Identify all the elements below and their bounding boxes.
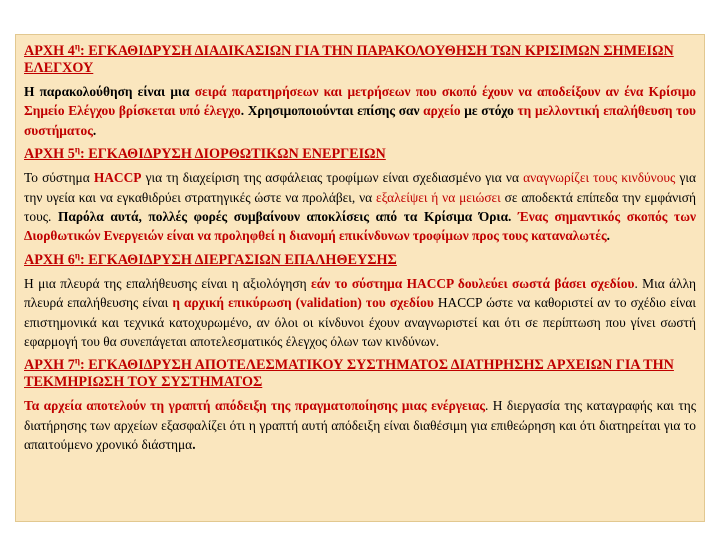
paragraph-monitoring: Η παρακολούθηση είναι μια σειρά παρατηρήσεων και μετρήσεων που σκοπό έχουν να αποδείξουν αν ένα Κρίσιμο Σημείο Ελέγχου βρίσκεται υπό έλεγχο. Χρησιμοποιούνται επίσης σαν αρχείο με στόχο τη μελλοντική επαλήθευση του συστήματος. — [24, 84, 697, 138]
paragraph-verification: Η μια πλευρά της επαλήθευσης είναι η αξιολόγηση εάν το σύστημα HACCP δουλεύει σωστά βάσει σχεδίου. Μια άλλη πλευρά επαλήθευσης είναι η αρχική επικύρωση (validation) του σχεδίου HACCP ώστε να καθοριστεί αν το σχέδιο είναι επιστημονικά και τεχνικά κατοχυρωμένο, αν όλοι οι κίνδυνοι έχουν αναγνωριστεί και ότι σε περίπτωση που γίνει σωστή εφαρμογή του θα συνεπάγεται αποτελεσματικός έλεγχος όλων των κινδύνων. — [24, 275, 696, 350]
paragraph-records: Τα αρχεία αποτελούν τη γραπτή απόδειξη της πραγματοποίησης μιας ενέργειας. Η διεργασία της καταγραφής και της διατήρησης των αρχείων εξασφαλίζει ότι η γραπτή αυτή απόδειξη είναι διαθέσιμη για επιθεώρηση και ότι διατηρείται για το απαιτούμενο χρονικό διάστημα. — [24, 398, 697, 453]
heading-principle-4: ΑΡΧΗ $4^\eta$: ΕΓΚΑΘΙΔΡΥΣΗ ΔΙΑΔΙΚΑΣΙΩΝ ΓΙΑ ΤΗΝ ΠΑΡΑΚΟΛΟΥΘΗΣΗ ΤΩΝ ΚΡΙΣΙΜΩΝ ΣΗΜΕΙΩΝ ΕΛΕΓΧΟΥ — [24, 41, 674, 76]
paragraph-corrective-actions: Το σύστημα HACCP για τη διαχείριση της ασφάλειας τροφίμων είναι σχεδιασμένο για να αναγνωρίζει τους κινδύνους για την υγεία και να εγκαθιδρύει στρατηγικές ώστε να προλάβει, να εξαλείψει ή να μειώσει σε αποδεκτά επίπεδα την εμφάνισή τους. Παρόλα αυτά, πολλές φορές συμβαίνουν αποκλίσεις από τα Κρίσιμα Όρια. Ένας σημαντικός σκοπός των Διορθωτικών Ενεργειών είναι να προληφθεί η διανομή επικίνδυνων τροφίμων προς τους καταναλωτές. — [24, 170, 696, 244]
heading-principle-7: ΑΡΧΗ $7^\eta$: ΕΓΚΑΘΙΔΡΥΣΗ ΑΠΟΤΕΛΕΣΜΑΤΙΚΟΥ ΣΥΣΤΗΜΑΤΟΣ ΔΙΑΤΗΡΗΣΗΣ ΑΡΧΕΙΩΝ ΓΙΑ ΤΗΝ ΤΕΚΜΗΡΙΩΣΗ ΤΟΥ ΣΥΣΤΗΜΑΤΟΣ — [24, 355, 674, 391]
heading-principle-5: ΑΡΧΗ $5^\eta$: ΕΓΚΑΘΙΔΡΥΣΗ ΔΙΟΡΘΩΤΙΚΩΝ ΕΝΕΡΓΕΙΩΝ — [24, 144, 386, 163]
heading-principle-6: ΑΡΧΗ $6^\eta$: ΕΓΚΑΘΙΔΡΥΣΗ ΔΙΕΡΓΑΣΙΩΝ ΕΠΑΛΗΘΕΥΣΗΣ — [24, 250, 397, 268]
content-panel — [15, 34, 705, 522]
